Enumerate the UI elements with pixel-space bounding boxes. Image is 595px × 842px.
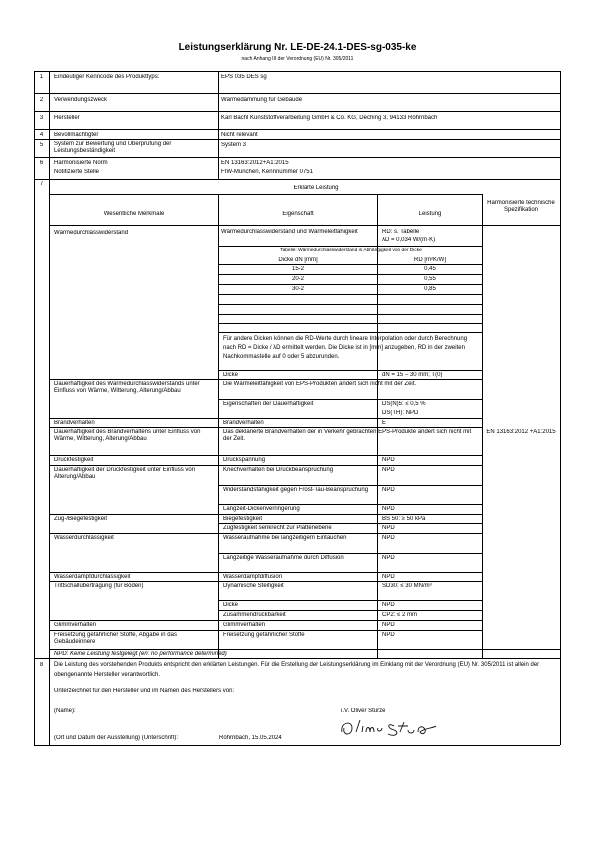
section8-signed-for: Unterzeichnet für den Hersteller und im Namen des Herstellers von: bbox=[54, 688, 235, 694]
section-label-6: Harmonisierte Norm bbox=[54, 160, 108, 166]
spec-value: EN 13163:2012 +A1:2015 bbox=[486, 429, 556, 435]
water-perf-2: NPD bbox=[382, 555, 395, 561]
section8-name-label: (Name): bbox=[54, 708, 76, 714]
thermal-row-r-3: 0,85 bbox=[424, 286, 436, 292]
section8-text: Die Leistung des vorstehenden Produkts entspricht den erklärten Leistungen. Für die Erstellung der Leistungserklärung im Einklang mit der Verordnung (EU) Nr. 305/2011 ist allein der obengenannte Hersteller verantwortlich. bbox=[54, 662, 540, 678]
signature-image bbox=[338, 714, 438, 742]
section8-place-label: (Ort und Datum der Ausstellung) (Unterschrift): bbox=[54, 735, 179, 741]
col-characteristic-header: Wesentliche Merkmale bbox=[103, 211, 165, 217]
compressive-property: Druckspannung bbox=[223, 457, 266, 463]
thermal-table-head-thickness: Dicke dN [mm] bbox=[278, 257, 318, 263]
tensile-perf-2: NPD bbox=[382, 525, 395, 531]
notified-body-value: FIW-München, Kennnummer 0751 bbox=[221, 169, 313, 175]
durability-fire-characteristic: Dauerhaftigkeit des Brandverhaltens unter Einfluss von Wärme, Witterung, Alterung/Abbau bbox=[54, 429, 201, 443]
thermal-perf-lambda: λD = 0,034 W/(m·K) bbox=[382, 237, 436, 243]
compressive-performance: NPD bbox=[382, 457, 395, 463]
thermal-thickness-value: dN = 15 – 30 mm; T(0) bbox=[382, 372, 443, 378]
glow-characteristic: Glimmverhalten bbox=[54, 622, 97, 628]
water-perf-1: NPD bbox=[382, 535, 395, 541]
thermal-thickness-label: Dicke bbox=[223, 372, 239, 378]
section-label-3: Hersteller bbox=[54, 115, 80, 121]
declared-performance-header: Erklärte Leistung bbox=[293, 185, 339, 191]
durability-compressive-perf-2: NPD bbox=[382, 487, 395, 493]
water-property-2: Langzeitige Wasseraufnahme durch Diffusion bbox=[223, 555, 344, 561]
dangerous-property: Freisetzung gefährlicher Stoffe bbox=[223, 632, 305, 638]
col-property-header: Eigenschaft bbox=[282, 211, 314, 217]
impact-characteristic: Trittschallübertragung (für Böden) bbox=[54, 583, 144, 589]
durability-fire-merged-text: Das deklarierte Brandverhalten der in Verkehr gebrachten EPS-Produkte ändert sich nicht mit der Zeit. bbox=[223, 429, 472, 443]
impact-perf-2: NPD bbox=[382, 602, 395, 608]
section-num-3: 3 bbox=[39, 115, 44, 121]
impact-property-3: Zusammendrückbarkeit bbox=[223, 612, 286, 618]
thermal-characteristic: Wärmedurchlasswiderstand bbox=[54, 230, 129, 236]
section-num-8: 8 bbox=[39, 662, 44, 668]
tensile-perf-1: BS 50: ≥ 50 kPa bbox=[382, 516, 426, 522]
thermal-row-thickness-1: 15-2 bbox=[291, 266, 304, 272]
durability-compressive-property-2: Widerstandsfähigkeit gegen Frost-Tau-Beanspruchung bbox=[223, 487, 369, 493]
col-spec-header: Harmonisierte technische Spezifikation bbox=[487, 200, 555, 214]
thermal-row-thickness-2: 20-2 bbox=[291, 276, 304, 282]
thermal-interpolation-note: Für andere Dicken können die RD-Werte durch lineare Interpolation oder durch Berechnung nach RD = Dicke / λD ermittelt werden. Die Dicke ist in [mm] anzugeben, RD in der zweiten Nachkommastelle auf 0 oder 5 abzurunden. bbox=[223, 336, 468, 360]
vapour-performance: NPD bbox=[382, 574, 395, 580]
declaration-table bbox=[34, 71, 560, 745]
durability-thermal-perf-2: DS(TH): NPD bbox=[382, 410, 419, 416]
glow-performance: NPD bbox=[382, 622, 395, 628]
durability-compressive-property-3: Langzeit-Dickenverringerung bbox=[223, 506, 300, 512]
durability-compressive-property-1: Kriechverhalten bei Druckbeanspruchung bbox=[223, 467, 334, 473]
impact-perf-3: CP2: ≤ 2 mm bbox=[382, 612, 417, 618]
durability-compressive-perf-1: NPD bbox=[382, 467, 395, 473]
durability-compressive-characteristic: Dauerhaftigkeit der Druckfestigkeit unter Einfluss von Alterung/Abbau bbox=[54, 467, 196, 481]
thermal-perf-r: RD: s. Tabelle bbox=[382, 229, 420, 235]
tensile-property-2: Zugfestigkeit senkrecht zur Plattenebene bbox=[223, 525, 332, 531]
fire-performance: E bbox=[382, 420, 387, 426]
water-characteristic: Wasserdurchlässigkeit bbox=[54, 535, 114, 541]
water-property-1: Wasseraufnahme bei langzeitigem Eintauchen bbox=[223, 535, 347, 541]
durability-compressive-perf-3: NPD bbox=[382, 506, 395, 512]
section-num-6: 6 bbox=[39, 160, 44, 166]
section8-place-value: Röhrnbach, 15.05.2024 bbox=[219, 735, 282, 741]
thermal-row-r-2: 0,55 bbox=[424, 276, 436, 282]
compressive-characteristic: Druckfestigkeit bbox=[54, 457, 94, 463]
durability-thermal-characteristic: Dauerhaftigkeit des Wärmedurchlasswiderstands unter Einfluss von Wärme, Witterung, Alterung/Abbau bbox=[54, 381, 200, 395]
section-num-2: 2 bbox=[39, 97, 44, 103]
dangerous-performance: NPD bbox=[382, 632, 395, 638]
section-num-1: 1 bbox=[39, 74, 44, 80]
section-value-1: EPS 035 DES sg bbox=[221, 74, 267, 80]
section-value-3: Karl Bachl Kunststoffverarbeitung GmbH & Co. KG, Deching 3, 94133 Röhrnbach bbox=[221, 115, 438, 121]
vapour-characteristic: Wasserdampfdurchlässigkeit bbox=[54, 574, 131, 580]
section-value-6: EN 13163:2012+A1:2015 bbox=[221, 160, 289, 166]
dangerous-characteristic: Freisetzung gefährlicher Stoffe, Abgabe in das Gebäudeinnere bbox=[54, 632, 177, 646]
section-label-4: Bevollmächtigter bbox=[54, 132, 99, 138]
thermal-table-caption: Tabelle: Wärmedurchlasswiderstand in Abhängigkeit von der Dicke bbox=[280, 248, 422, 253]
tensile-characteristic: Zug-/Biegefestigkeit bbox=[54, 516, 108, 522]
section-value-4: Nicht relevant bbox=[221, 132, 258, 138]
thermal-table-head-r: RD [m²K/W] bbox=[414, 257, 446, 263]
thermal-row-thickness-3: 30-2 bbox=[291, 286, 304, 292]
section-value-2: Wärmedämmung für Gebäude bbox=[221, 97, 303, 103]
durability-thermal-perf-1: DS(N)5: ≤ 0,5 % bbox=[382, 401, 426, 407]
impact-property-1: Dynamische Steifigkeit bbox=[223, 583, 284, 589]
fire-characteristic: Brandverhalten bbox=[54, 420, 95, 426]
section-value-5: System 3 bbox=[221, 142, 247, 148]
section-num-4: 4 bbox=[39, 132, 44, 138]
durability-thermal-merged-text: Die Wärmeleitfähigkeit von EPS-Produkten ändert sich nicht mit der Zeit. bbox=[223, 381, 417, 387]
glow-property: Glimmverhalten bbox=[223, 622, 266, 628]
col-performance-header: Leistung bbox=[418, 211, 442, 217]
section-num-7: 7 bbox=[39, 181, 44, 187]
section8-name-value: i.V. Oliver Stürze bbox=[341, 708, 386, 714]
document-title: Leistungserklärung Nr. LE-DE-24.1-DES-sg-035-ke bbox=[178, 42, 417, 53]
notified-body-label: Notifizierte Stelle bbox=[54, 169, 100, 175]
tensile-property-1: Biegefestigkeit bbox=[223, 516, 263, 522]
fire-property: Brandverhalten bbox=[223, 420, 264, 426]
thermal-row-r-1: 0,45 bbox=[424, 266, 436, 272]
vapour-property: Wasserdampfdiffusion bbox=[223, 574, 283, 580]
npd-note: NPD: Keine Leistung festgelegt (en: no performance determined) bbox=[54, 651, 227, 657]
section-label-5: System zur Bewertung und Überprüfung der Leistungsbeständigkeit bbox=[54, 141, 172, 155]
section-label-2: Verwendungszweck bbox=[54, 97, 108, 103]
section-num-5: 5 bbox=[39, 142, 44, 148]
durability-thermal-property: Eigenschaften der Dauerhaftigkeit bbox=[223, 401, 314, 407]
impact-perf-1: SD30: ≤ 30 MN/m³ bbox=[382, 583, 432, 589]
document-subtitle: nach Anhang III der Verordnung (EU) Nr. 305/2011 bbox=[241, 56, 354, 62]
section-label-1: Eindeutiger Kenncode des Produkttyps: bbox=[54, 74, 160, 80]
thermal-property: Wärmedurchlasswiderstand und Wärmeleitfähigkeit bbox=[221, 229, 358, 235]
impact-property-2: Dicke bbox=[223, 602, 239, 608]
